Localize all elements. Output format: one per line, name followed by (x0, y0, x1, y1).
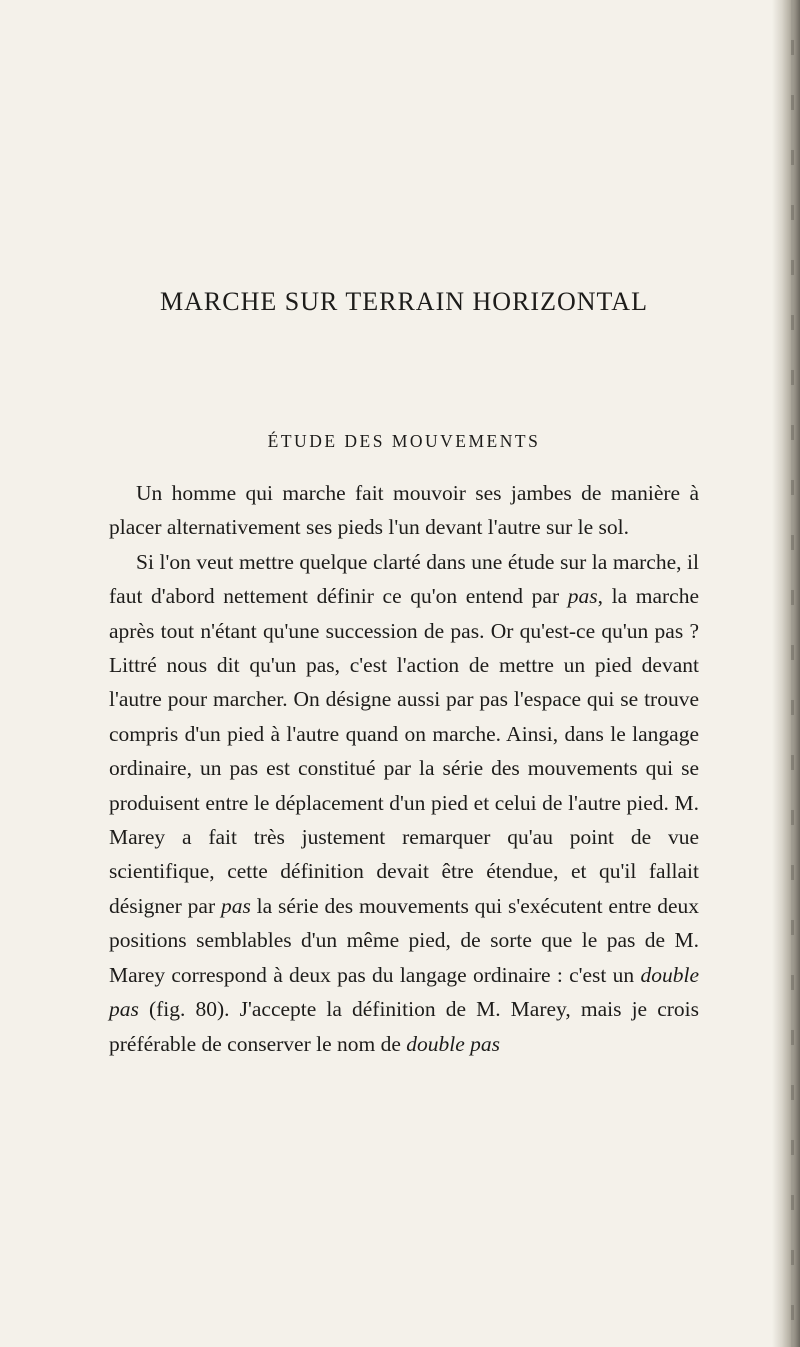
paragraph-2-italic-2: pas (220, 893, 251, 918)
paragraph-2-segment-2: , la marche après tout n'étant qu'une succession de pas. Or qu'est-ce qu'un pas ? Littré nous dit qu'un pas, c'est l'action de mettre un pied devant l'autre pour marcher. On désigne aussi par pas l'espace qui se trouve compris d'un pied à l'autre quand on marche. Ainsi, dans le langage ordinaire, un pas est constitué par la série des mouvements qui se produisent entre le déplacement d'un pied et celui de l'autre pied. M. Marey a fait très justement remarquer qu'au point de vue scientifique, cette définition devait être étendue, et qu'il fallait désigner par (109, 584, 699, 918)
paragraph-1 (109, 476, 699, 545)
paragraph-2-italic-1: pas (567, 584, 598, 609)
paragraph-2-segment-3: la série des mouvements qui s'exécutent entre deux positions semblables d'un même pied, de sorte que le pas de M. Marey correspond à deux pas du langage ordinaire : c'est un (109, 893, 699, 987)
paragraph-1-text: Un homme qui marche fait mouvoir ses jambes de manière à placer alternativement ses pieds l'un devant l'autre sur le sol. (109, 481, 699, 540)
paragraph-2 (109, 545, 699, 1061)
body-text (109, 476, 699, 1061)
page-content (109, 282, 699, 1061)
paragraph-2-segment-4: (fig. 80). J'accepte la définition de M. Marey, mais je crois préférable de conserver le nom de (109, 997, 699, 1056)
paragraph-2-segment-1: Si l'on veut mettre quelque clarté dans une étude sur la marche, il faut d'abord nettement définir ce qu'on entend par (109, 549, 699, 609)
paragraph-2-italic-3: double pas (109, 962, 699, 1022)
paragraph-2-italic-4: double pas (406, 1031, 501, 1056)
page-edge-shadow (772, 0, 800, 1347)
chapter-title: MARCHE SUR TERRAIN HORIZONTAL (160, 287, 648, 316)
section-title: ÉTUDE DES MOUVEMENTS (267, 431, 541, 451)
